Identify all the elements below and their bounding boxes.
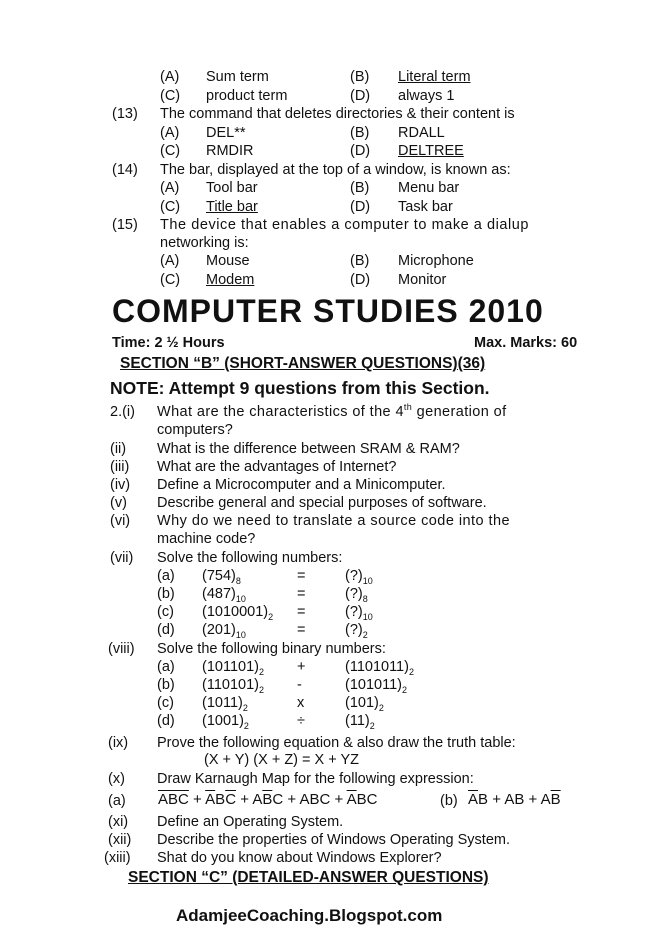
bin-a-operator: +	[297, 659, 306, 675]
q12-a-label: (A)	[160, 69, 180, 85]
q12-c-text: product term	[206, 88, 288, 104]
q13-a-text: DEL**	[206, 125, 246, 141]
bin-c-operand1: $(1011)_2$	[202, 695, 248, 713]
q15-text-line1: The device that enables a computer to make a dialup	[160, 217, 530, 233]
q12-d-text: always 1	[398, 88, 455, 104]
q15-c-label: (C)	[160, 272, 181, 288]
conv-b-label: (b)	[157, 586, 175, 602]
conv-b-value: $(487)_{10}$	[202, 586, 246, 604]
section-b-note: NOTE: Attempt 9 questions from this Section.	[110, 378, 490, 398]
q14-d-text: Task bar	[398, 199, 453, 215]
q2v-number: (v)	[110, 495, 127, 511]
q2vii-text: Solve the following numbers:	[157, 550, 343, 566]
q14-b-text: Menu bar	[398, 180, 460, 196]
q13-text: The command that deletes directories & their content is	[160, 106, 515, 122]
bin-b-label: (b)	[157, 677, 175, 693]
kmap-expression-a: $\overline{A}\overline{B}\overline{C} + \overline{A}B\overline{C} + A\overline{B}C$ + ABC + $\overline{A}BC$	[158, 791, 378, 808]
q13-b-label: (B)	[350, 125, 370, 141]
max-marks: Max. Marks: 60	[474, 335, 578, 351]
conv-a-label: (a)	[157, 568, 175, 584]
bin-a-operand1: $(101101)_2$	[202, 659, 264, 677]
bin-d-label: (d)	[157, 713, 175, 729]
conv-c-eq: =	[297, 604, 306, 620]
q12-b-label: (B)	[350, 69, 370, 85]
q2vii-number: (vii)	[110, 550, 134, 566]
conv-c-label: (c)	[157, 604, 174, 620]
q2iv-text: Define a Microcomputer and a Minicomputer.	[157, 477, 446, 493]
q2xii-text: Describe the properties of Windows Operating System.	[157, 832, 510, 848]
conv-c-result: $(?)_{10}$	[345, 604, 373, 622]
bin-b-operator: -	[297, 677, 302, 693]
bin-d-operator: ÷	[297, 713, 305, 729]
q15-a-text: Mouse	[206, 253, 250, 269]
conv-d-eq: =	[297, 622, 306, 638]
q2xii-number: (xii)	[108, 832, 132, 848]
q2iii-text: What are the advantages of Internet?	[157, 459, 397, 475]
q14-a-text: Tool bar	[206, 180, 258, 196]
q14-d-label: (D)	[350, 199, 371, 215]
q2ii-text: What is the difference between SRAM & RAM?	[157, 441, 460, 457]
q2i-text-line2: computers?	[157, 422, 233, 438]
q2viii-text: Solve the following binary numbers:	[157, 641, 386, 657]
conv-a-eq: =	[297, 568, 306, 584]
q15-b-text: Microphone	[398, 253, 474, 269]
conv-d-value: $(201)_{10}$	[202, 622, 246, 640]
q13-c-text: RMDIR	[206, 143, 254, 159]
q2xi-text: Define an Operating System.	[157, 814, 344, 830]
q14-text: The bar, displayed at the top of a window, is known as:	[160, 162, 511, 178]
q15-number: (15)	[112, 217, 138, 233]
conv-b-eq: =	[297, 586, 306, 602]
q2ix-number: (ix)	[108, 735, 129, 751]
q15-b-label: (B)	[350, 253, 370, 269]
conv-c-value: $(1010001)_2$	[202, 604, 274, 622]
bin-a-operand2: $(1101011)_2$	[345, 659, 414, 677]
q2ii-number: (ii)	[110, 441, 127, 457]
q14-c-text: Title bar	[206, 199, 258, 215]
q2vi-text-line1: Why do we need to translate a source code into the	[157, 513, 510, 529]
q2iv-number: (iv)	[110, 477, 131, 493]
conv-a-value: $(754)_8$	[202, 568, 241, 586]
q12-b-text: Literal term	[398, 69, 471, 85]
q2i-number: 2.(i)	[110, 404, 135, 420]
q2i-text-line1: What are the characteristics of the 4th generation of	[157, 402, 507, 420]
q2x-text: Draw Karnaugh Map for the following expression:	[157, 771, 474, 787]
q12-d-label: (D)	[350, 88, 371, 104]
q12-a-text: Sum term	[206, 69, 269, 85]
q15-d-label: (D)	[350, 272, 371, 288]
q2vi-text-line2: machine code?	[157, 531, 256, 547]
q13-a-label: (A)	[160, 125, 180, 141]
q13-c-label: (C)	[160, 143, 181, 159]
q2iii-number: (iii)	[110, 459, 130, 475]
bin-b-operand2: $(101011)_2$	[345, 677, 407, 695]
q15-c-text: Modem	[206, 272, 255, 288]
q13-b-text: RDALL	[398, 125, 445, 141]
q2vi-number: (vi)	[110, 513, 131, 529]
q13-d-text: DELTREE	[398, 143, 464, 159]
q15-text-line2: networking is:	[160, 235, 249, 251]
q2x-part-b-label: (b)	[440, 793, 458, 809]
q2xiii-text: Shat do you know about Windows Explorer?	[157, 850, 442, 866]
q14-c-label: (C)	[160, 199, 181, 215]
section-b-heading: SECTION “B” (SHORT-ANSWER QUESTIONS)(36)	[120, 355, 486, 372]
section-c-heading: SECTION “C” (DETAILED-ANSWER QUESTIONS)	[128, 869, 489, 886]
q2x-number: (x)	[108, 771, 125, 787]
q14-a-label: (A)	[160, 180, 180, 196]
bin-d-operand2: $(11)_2$	[345, 713, 375, 731]
footer-site: AdamjeeCoaching.Blogspot.com	[176, 906, 443, 925]
q14-number: (14)	[112, 162, 138, 178]
q12-c-label: (C)	[160, 88, 181, 104]
q15-a-label: (A)	[160, 253, 180, 269]
page-title: COMPUTER STUDIES 2010	[112, 293, 544, 329]
q2v-text: Describe general and special purposes of software.	[157, 495, 487, 511]
q2viii-number: (viii)	[108, 641, 135, 657]
q15-d-text: Monitor	[398, 272, 447, 288]
q13-number: (13)	[112, 106, 138, 122]
bin-c-operator: x	[297, 695, 305, 711]
kmap-expression-b: $\overline{A}B$ + AB + $A\overline{B}$	[468, 791, 561, 808]
bin-a-label: (a)	[157, 659, 175, 675]
q2ix-text: Prove the following equation & also draw the truth table:	[157, 735, 516, 751]
bin-d-operand1: $(1001)_2$	[202, 713, 249, 731]
bin-c-label: (c)	[157, 695, 174, 711]
conv-d-result: $(?)_2$	[345, 622, 368, 640]
conv-a-result: $(?)_{10}$	[345, 568, 373, 586]
q13-d-label: (D)	[350, 143, 371, 159]
q2x-part-a-label: (a)	[108, 793, 126, 809]
q14-b-label: (B)	[350, 180, 370, 196]
bin-b-operand1: $(110101)_2$	[202, 677, 264, 695]
q2ix-equation: (X + Y) (X + Z) = X + YZ	[204, 752, 359, 768]
exam-time: Time: 2 ½ Hours	[112, 335, 225, 351]
q2xiii-number: (xiii)	[104, 850, 131, 866]
q2xi-number: (xi)	[108, 814, 129, 830]
conv-d-label: (d)	[157, 622, 175, 638]
bin-c-operand2: $(101)_2$	[345, 695, 384, 713]
conv-b-result: $(?)_8$	[345, 586, 368, 604]
